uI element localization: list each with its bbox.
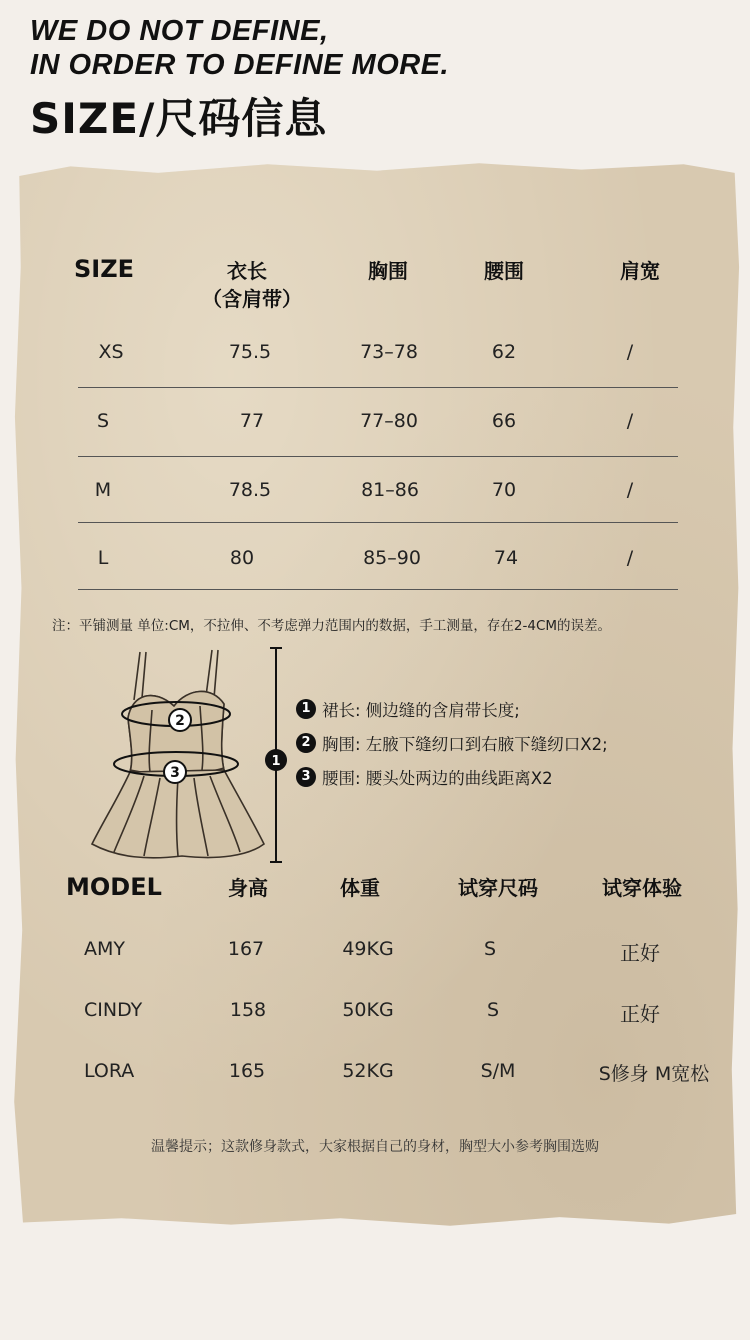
size-cell: L [97,547,109,569]
trial-size-cell: S [483,938,497,960]
bust-cell: 81–86 [361,479,419,501]
purchase-tip: 温馨提示；这款修身款式，大家根据自己的身材，胸型大小参考胸围选购 [151,1139,599,1155]
weight-header: 体重 [340,876,380,900]
size-cell: M [94,479,112,501]
height-header: 身高 [228,876,268,900]
page-title: SIZE/尺码信息 [30,94,328,143]
shoulder-cell: / [626,479,634,501]
badge-1: 1 [296,699,316,719]
size-cell: XS [98,341,124,363]
legend-item-length [296,697,520,721]
model-name: AMY [84,938,125,960]
length-cell: 75.5 [228,341,272,363]
model-header: MODEL [66,873,162,901]
row-divider [78,589,678,590]
slogan-line-1: WE DO NOT DEFINE, [30,15,329,47]
height-cell: 165 [228,1060,266,1082]
shoulder-cell: / [626,341,634,363]
row-divider [78,522,678,523]
model-name: LORA [84,1060,135,1082]
waist-cell: 74 [493,547,519,569]
length-cell: 77 [239,410,265,432]
marker-1: 1 [271,754,281,769]
weight-cell: 52KG [342,1060,394,1082]
length-measure-line [258,646,292,866]
bust-header: 胸围 [368,259,408,283]
fit-cell: 正好 [620,1002,660,1026]
slogan [30,14,449,82]
row-divider [78,387,678,388]
length-cell: 78.5 [228,479,272,501]
legend-text: 胸围: 左腋下缝纫口到右腋下缝纫口X2; [322,735,608,754]
bust-cell: 73–78 [360,341,418,363]
waist-cell: 62 [491,341,517,363]
height-cell: 158 [229,999,267,1021]
legend-item-bust [296,731,608,755]
model-name: CINDY [84,999,143,1021]
fit-cell: S修身 M宽松 [598,1063,710,1085]
row-divider [78,456,678,457]
weight-cell: 50KG [342,999,394,1021]
trial-size-cell: S [486,999,500,1021]
shoulder-header: 肩宽 [620,259,660,283]
size-cell: S [96,410,110,432]
fit-header: 试穿体验 [602,876,682,900]
length-subheader: （含肩带） [202,287,302,311]
legend-text: 裙长: 侧边缝的含肩带长度; [322,701,520,720]
shoulder-cell: / [626,410,634,432]
waist-cell: 66 [491,410,517,432]
bust-cell: 85–90 [363,547,421,569]
legend-item-waist [296,765,553,789]
waist-header: 腰围 [484,259,524,283]
slogan-line-2: IN ORDER TO DEFINE MORE. [30,49,450,81]
marker-3: 3 [170,765,180,781]
length-cell: 80 [229,547,255,569]
waist-cell: 70 [491,479,517,501]
length-header: 衣长 [227,259,267,283]
bust-cell: 77–80 [360,410,418,432]
trial-size-header: 试穿尺码 [458,876,538,900]
trial-size-cell: S/M [480,1060,516,1082]
measurement-note: 注：平铺测量 单位:CM，不拉伸、不考虑弹力范围内的数据，手工测量，存在2-4CM的误差。 [52,618,612,634]
badge-3: 3 [296,767,316,787]
badge-2: 2 [296,733,316,753]
height-cell: 167 [227,938,265,960]
legend-text: 腰围: 腰头处两边的曲线距离X2 [322,769,553,788]
weight-cell: 49KG [342,938,394,960]
size-header: SIZE [74,255,135,283]
shoulder-cell: / [626,547,634,569]
fit-cell: 正好 [620,941,660,965]
marker-2: 2 [175,713,185,729]
